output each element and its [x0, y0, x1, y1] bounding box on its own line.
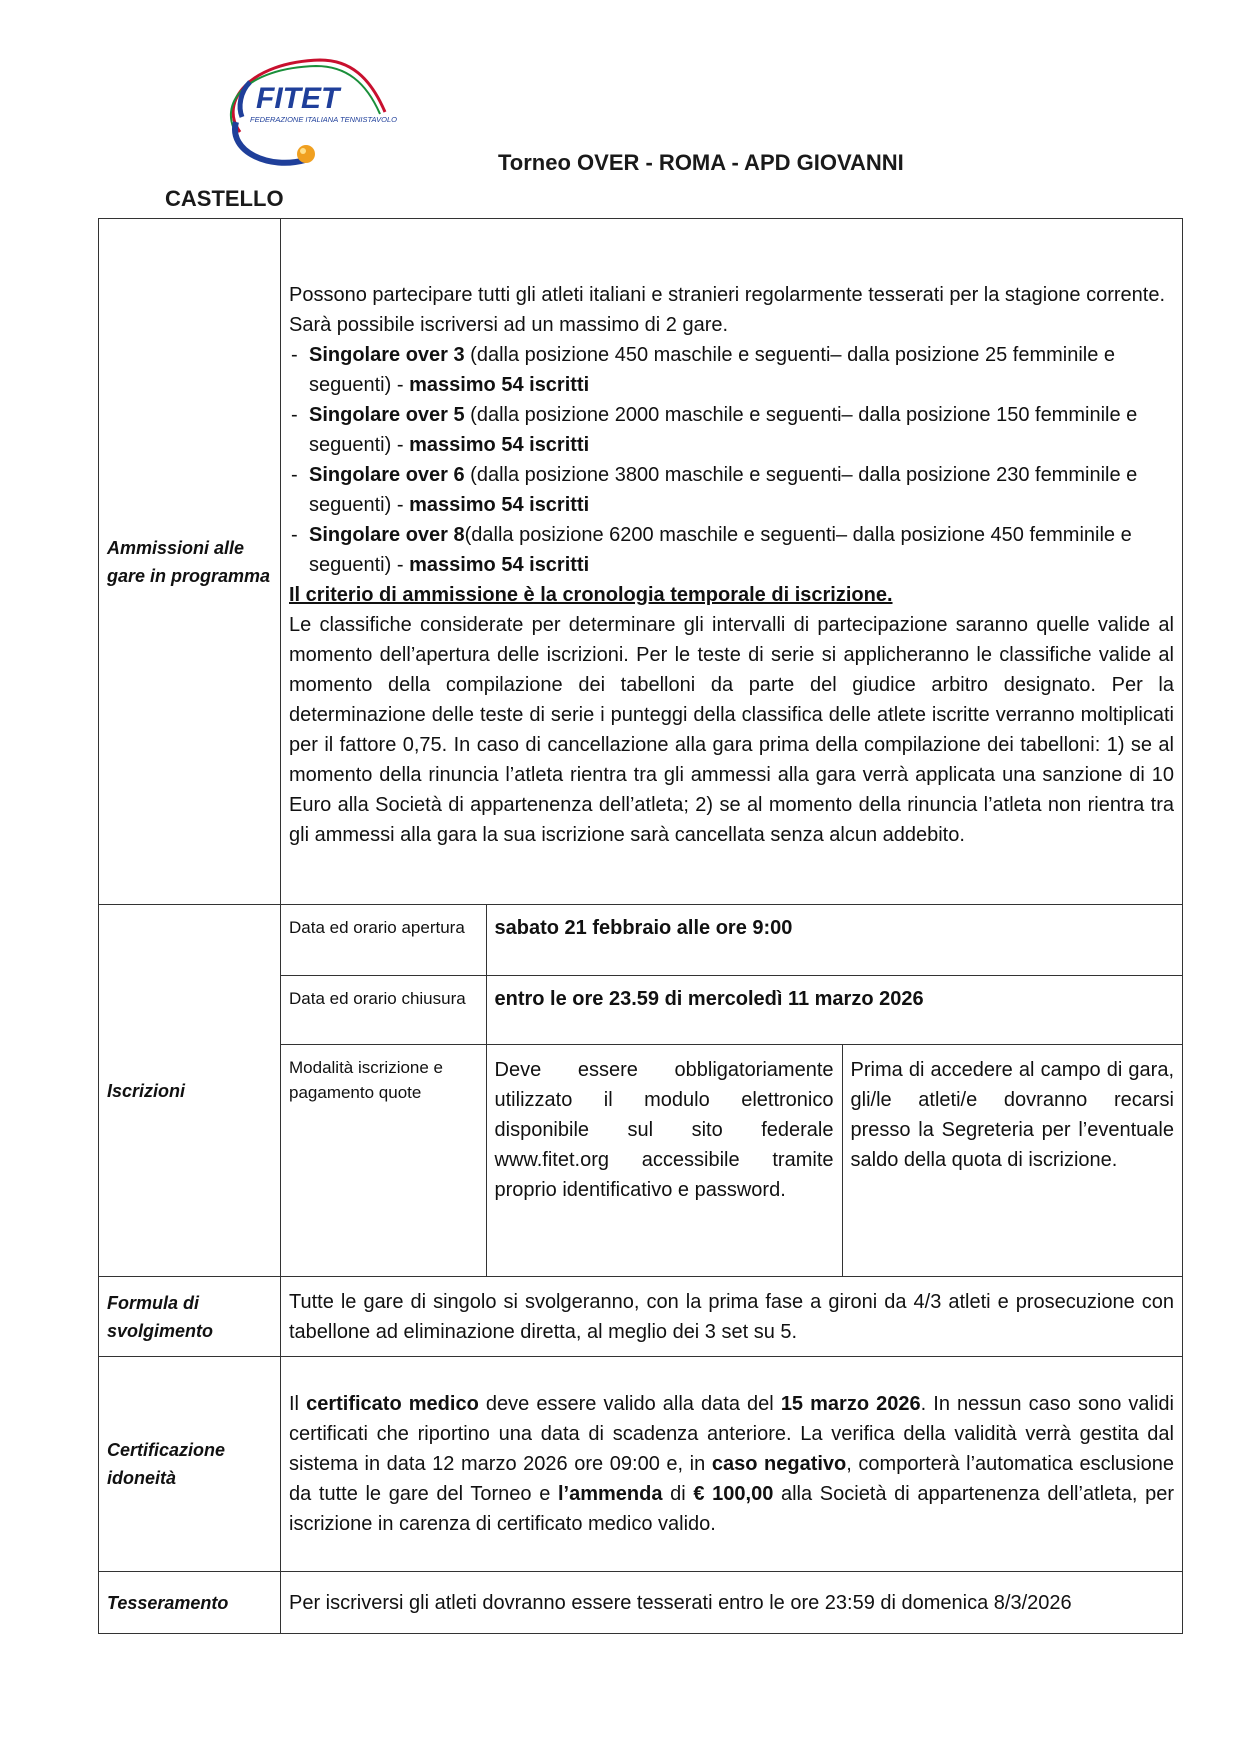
- row-formula: [99, 1277, 1183, 1357]
- iscrizioni-table: [281, 905, 1182, 1276]
- apertura-value: sabato 21 febbraio alle ore 9:00: [486, 905, 1182, 975]
- row-iscrizioni: [99, 905, 1183, 1277]
- modalita-row: [281, 1044, 1182, 1276]
- modalita-label: Modalità iscrizione e pagamento quote: [281, 1044, 486, 1276]
- label-ammissioni: Ammissioni alle gare in programma: [99, 219, 281, 905]
- row-certificazione: [99, 1357, 1183, 1572]
- row-ammissioni: [99, 219, 1183, 905]
- logo-wordmark: FITET: [256, 82, 340, 115]
- logo-tagline: FEDERAZIONE ITALIANA TENNISTAVOLO: [250, 115, 397, 124]
- row-tesseramento: [99, 1572, 1183, 1634]
- gara-item: - Singolare over 8(dalla posizione 6200 maschile e seguenti– dalla posizione 450 femminile e seguenti) - massimo 54 iscritti: [289, 520, 1174, 580]
- label-tesseramento: Tesseramento: [99, 1572, 281, 1634]
- gara-item: - Singolare over 6 (dalla posizione 3800 maschile e seguenti– dalla posizione 230 femminile e seguenti) - massimo 54 iscritti: [289, 460, 1174, 520]
- ammissioni-intro: Possono partecipare tutti gli atleti italiani e stranieri regolarmente tesserati per la stagione corrente.: [289, 283, 1166, 306]
- modalita-online: Deve essere obbligatoriamente utilizzato il modulo elettronico disponibile sul sito federale www.fitet.org accessibile tramite proprio identificativo e password.: [486, 1044, 842, 1276]
- label-iscrizioni: Iscrizioni: [99, 905, 281, 1277]
- content-formula: Tutte le gare di singolo si svolgeranno, con la prima fase a gironi da 4/3 atleti e prosecuzione con tabellone ad eliminazione diretta, al meglio dei 3 set su 5.: [281, 1277, 1183, 1357]
- criterio-ammissione: Il criterio di ammissione è la cronologia temporale di iscrizione.: [289, 583, 893, 606]
- label-formula: Formula di svolgimento: [99, 1277, 281, 1357]
- content-tesseramento: Per iscriversi gli atleti dovranno essere tesserati entro le ore 23:59 di domenica 8/3/2026: [281, 1572, 1183, 1634]
- chiusura-label: Data ed orario chiusura: [281, 975, 486, 1044]
- content-certificazione: Il certificato medico deve essere valido alla data del 15 marzo 2026. In nessun caso sono validi certificati che riportino una data di scadenza anteriore. La verifica della validità verrà gestita dal sistema in data 12 marzo 2026 ore 09:00 e, in caso negativo, comporterà l’automatica esclusione da tutte le gare del Torneo e l’ammenda di € 100,00 alla Società di appartenenza dell’atleta, per iscrizione in carenza di certificato medico valido.: [281, 1357, 1183, 1572]
- apertura-label: Data ed orario apertura: [281, 905, 486, 975]
- chiusura-value: entro le ore 23.59 di mercoledì 11 marzo 2026: [486, 975, 1182, 1044]
- chiusura-row: [281, 975, 1182, 1044]
- label-certificazione: Certificazione idoneità: [99, 1357, 281, 1572]
- fitet-logo: [210, 52, 400, 170]
- gara-item: - Singolare over 3 (dalla posizione 450 maschile e seguenti– dalla posizione 25 femminile e seguenti) - massimo 54 iscritti: [289, 340, 1174, 400]
- gare-list: [289, 340, 1174, 580]
- content-iscrizioni: [281, 905, 1183, 1277]
- content-ammissioni: [281, 219, 1183, 905]
- ammissioni-body: Le classifiche considerate per determinare gli intervalli di partecipazione saranno quelle valide al momento dell’apertura delle iscrizioni. Per le teste di serie si applicheranno le classifiche valide al momento della compilazione dei tabelloni da parte del giudice arbitro designato. Per la determinazione delle teste di serie i punteggi della classifica delle atlete iscritte verranno moltiplicati per il fattore 0,75. In caso di cancellazione alla gara prima della compilazione dei tabelloni: 1) se al momento della rinuncia l’atleta rientra tra gli ammessi alla gara verrà applicata una sanzione di 10 Euro alla Società di appartenenza dell’atleta; 2) se al momento della rinuncia l’atleta non rientra tra gli ammessi alla gara la sua iscrizione sarà cancellata senza alcun addebito.: [289, 613, 1174, 846]
- page-title: Torneo OVER - ROMA - APD GIOVANNI: [498, 150, 904, 175]
- ammissioni-max-gare: Sarà possibile iscriversi ad un massimo di 2 gare.: [289, 313, 729, 336]
- page-subtitle: CASTELLO: [165, 186, 284, 211]
- fitet-logo-graphic: [210, 52, 400, 170]
- modalita-segreteria: Prima di accedere al campo di gara, gli/le atleti/e dovranno recarsi presso la Segreteria per l’eventuale saldo della quota di iscrizione.: [842, 1044, 1182, 1276]
- apertura-row: [281, 905, 1182, 975]
- regulation-table: [98, 218, 1183, 1634]
- gara-item: - Singolare over 5 (dalla posizione 2000 maschile e seguenti– dalla posizione 150 femminile e seguenti) - massimo 54 iscritti: [289, 400, 1174, 460]
